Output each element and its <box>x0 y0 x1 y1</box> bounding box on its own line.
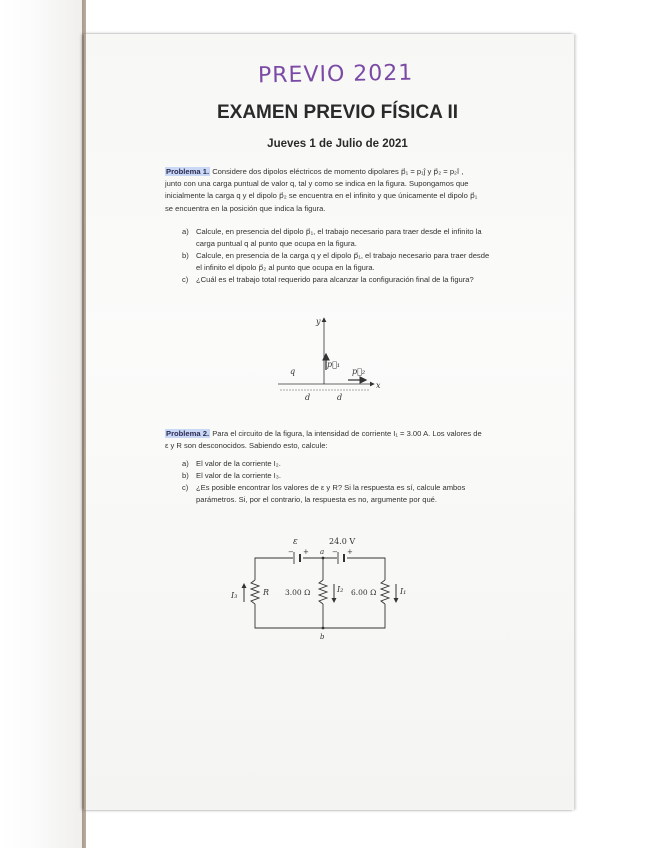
resistor-R <box>251 580 259 604</box>
voltage-label: 24.0 V <box>329 537 356 546</box>
I1-label: I₁ <box>400 587 407 596</box>
problem1-item-b: b) Calcule, en presencia de la carga q y el dipolo p⃗₁, el trabajo necesario para traer desde el infinito el dipolo p⃗₂ al punto que ocupa en la figura. <box>182 251 490 272</box>
x-label: x <box>376 381 381 390</box>
R2-label: 3.00 Ω <box>285 588 311 597</box>
battery-emf <box>294 552 300 564</box>
background-left <box>0 0 82 848</box>
emf-plus: + <box>303 548 309 556</box>
resistor-3ohm <box>319 580 327 604</box>
R3-label: 6.00 Ω <box>351 588 377 597</box>
problem1-line-4: se encuentra en la posición que indica la figura. <box>165 203 326 213</box>
I2-label: I₂ <box>337 585 344 594</box>
y-label: y <box>316 317 321 326</box>
problem2-intro <box>165 428 495 452</box>
I3-label: I₃ <box>231 591 238 600</box>
v24-minus: − <box>332 548 338 556</box>
node-b-dot <box>322 627 325 630</box>
R-label: R <box>263 588 270 597</box>
problem1-label: Problema 1. <box>166 167 210 176</box>
node-a-dot <box>322 557 325 560</box>
handwritten-note: PREVIO 2021 <box>257 60 414 89</box>
dipole-figure <box>270 312 390 402</box>
problem1-line-3: inicialmente la carga q y el dipolo p⃗₂ se encuentra en el infinito y que únicamente el dipolo p⃗₁ <box>165 191 478 201</box>
paper-edge <box>82 0 86 848</box>
paper-sheet <box>84 34 574 810</box>
problem1-item-a: a) Calcule, en presencia del dipolo p⃗₁, el trabajo necesario para traer desde el infinito la carga puntual q al punto que ocupa en la figura. <box>182 227 482 248</box>
v24-plus: + <box>347 548 353 556</box>
problem1-line-2: junto con una carga puntual de valor q, tal y como se indica en la figura. Supongamos que <box>165 179 469 189</box>
charge-q-label: q <box>290 367 296 376</box>
problem2-line-2: ε y R son desconocidos. Sabiendo esto, calcule: <box>165 441 328 451</box>
p1-label: p⃗₁ <box>327 360 341 369</box>
p2-label: p⃗₂ <box>352 367 366 376</box>
distance-d1-label: d <box>305 393 311 402</box>
node-b-label: b <box>320 633 325 641</box>
battery-24v <box>338 552 344 564</box>
problem2-item-b: b) El valor de la corriente I₃. <box>182 471 281 480</box>
problem2-item-c: c) ¿Es posible encontrar los valores de ε y R? Si la respuesta es sí, calcule ambos parámetros. Si, por el contrario, la respuesta es no, argumente por qué. <box>182 483 466 504</box>
circuit-figure <box>225 532 425 650</box>
emf-label: ε <box>293 537 298 547</box>
distance-d2-label: d <box>337 393 343 402</box>
problem1-item-c: c) ¿Cuál es el trabajo total requerido para alcanzar la configuración final de la figura? <box>182 275 474 284</box>
problem2-item-a: a) El valor de la corriente I₂. <box>182 459 281 468</box>
problem1-intro <box>165 166 495 215</box>
exam-date: Jueves 1 de Julio de 2021 <box>267 138 408 150</box>
problem2-line-1: Problema 2. Para el circuito de la figura, la intensidad de corriente I₁ = 3.00 A. Los valores de <box>166 429 482 438</box>
node-a-label: a <box>320 548 325 556</box>
problem2-label: Problema 2. <box>166 429 210 438</box>
emf-minus: − <box>288 548 294 556</box>
resistor-6ohm <box>381 580 389 604</box>
exam-title: EXAMEN PREVIO FÍSICA II <box>216 102 459 123</box>
problem1-line-1: Problema 1. Considere dos dipolos eléctricos de momento dipolares p⃗₁ = p₁ĵ y p⃗₂ = p₂î , <box>166 167 464 176</box>
